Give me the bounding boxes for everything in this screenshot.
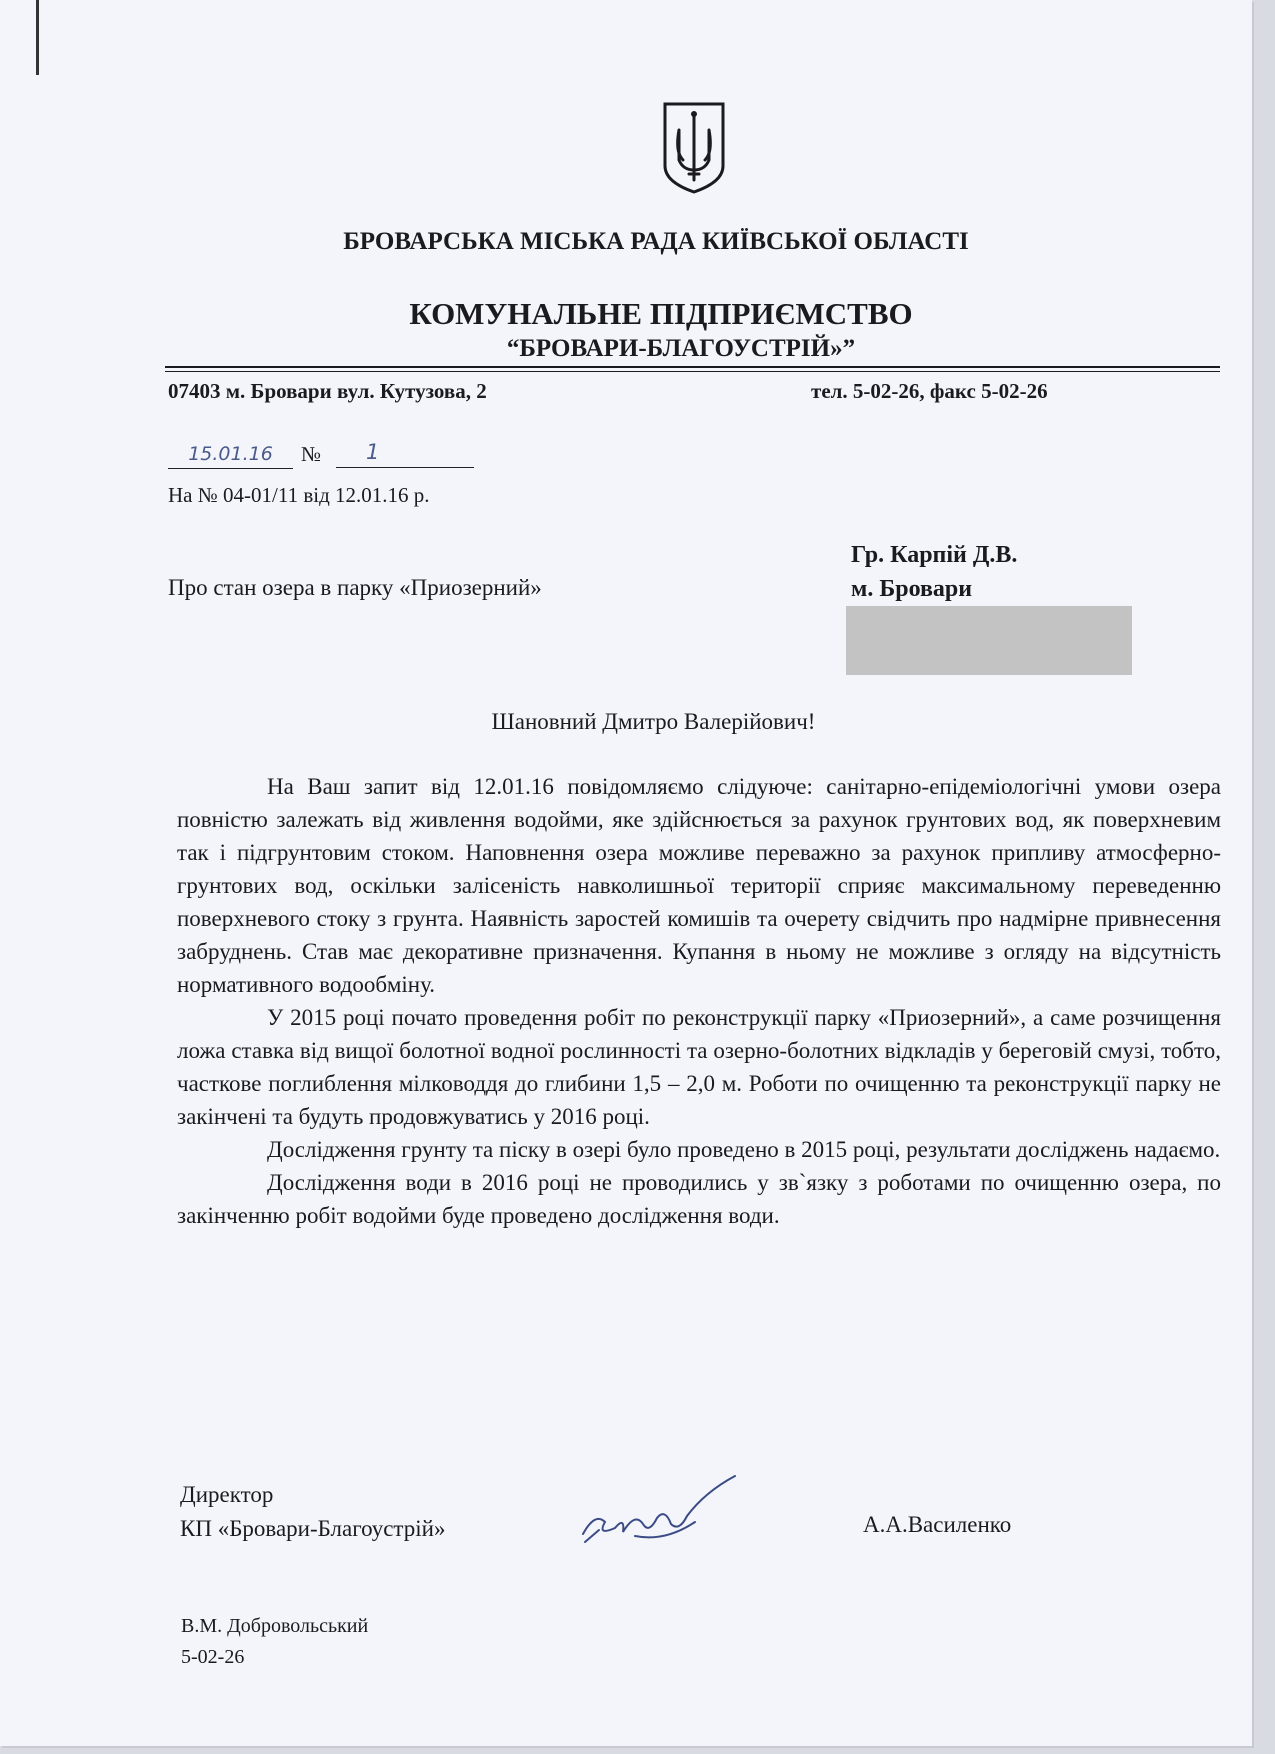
company-phone-fax: тел. 5-02-26, факс 5-02-26 — [811, 379, 1048, 403]
recipient-block — [851, 538, 1017, 606]
signatory-organization: КП «Бровари-Благоустрій» — [180, 1516, 446, 1541]
body-paragraph: Дослідження води в 2016 році не проводились у зв`язку з роботами по очищенню озера, по закінченню робіт водойми буде проведено дослідження води. — [177, 1170, 1221, 1228]
salutation: Шановний Дмитро Валерійович! — [491, 709, 816, 734]
registration-line — [168, 440, 488, 470]
signatory-name: А.А.Василенко — [863, 1512, 1012, 1537]
executor-block — [181, 1611, 368, 1673]
body-paragraph: У 2015 році почато проведення робіт по реконструкції парку «Приозерний», а саме розчищення ложа ставка від вищої болотної водної рослинності та озерно-болотних відкладів у береговій смузі, тобто, часткове поглиблення мілководдя до глибини 1,5 – 2,0 м. Роботи по очищенню та реконструкції парку не закінчені та будуть продовжуватись у 2016 році. — [177, 1005, 1221, 1129]
executor-name: В.М. Добровольський — [181, 1615, 369, 1637]
council-heading: БРОВАРСЬКА МІСЬКА РАДА КИЇВСЬКОЇ ОБЛАСТІ — [343, 228, 969, 255]
company-name-heading: “БРОВАРИ-БЛАГОУСТРІЙ»” — [506, 335, 856, 362]
header-rule — [165, 366, 1220, 368]
registration-date: 15.01.16 — [168, 440, 293, 469]
signatory-title — [180, 1478, 445, 1546]
reply-reference: На № 04-01/11 від 12.01.16 р. — [168, 483, 430, 507]
letter-subject: Про стан озера в парку «Приозерний» — [168, 575, 542, 600]
handwritten-signature — [575, 1472, 775, 1552]
company-address: 07403 м. Бровари вул. Кутузова, 2 — [168, 379, 487, 403]
redacted-address — [846, 606, 1132, 675]
scan-edge-mark — [36, 0, 39, 75]
executor-phone: 5-02-26 — [181, 1646, 245, 1668]
body-paragraph: На Ваш запит від 12.01.16 повідомляємо слідуюче: санітарно-епідеміологічні умови озера повністю залежать від живлення водойми, яке здійснюється за рахунок грунтових вод, як поверхневим так і підгрунтовим стоком. Наповнення озера можливе переважно за рахунок припливу атмосферно-грунтових вод, оскільки залісеність навколишньої території сприяє максимальному переведенню поверхневого стоку з грунта. Наявність заростей комишів та очерету свідчить про надмірне привнесення забруднень. Став має декоративне призначення. Купання в ньому не можливе з огляду на відсутність нормативного водообміну. — [177, 774, 1221, 997]
registration-number: 1 — [336, 440, 474, 468]
coat-of-arms-icon — [661, 100, 727, 196]
header-rule-thin — [165, 371, 1220, 372]
recipient-city: м. Бровари — [851, 576, 973, 602]
registration-number-label: № — [301, 442, 322, 466]
recipient-name: Гр. Карпій Д.В. — [851, 542, 1018, 568]
signatory-position: Директор — [180, 1482, 274, 1507]
body-paragraph: Дослідження грунту та піску в озері було проведено в 2015 році, результати досліджень надаємо. — [267, 1137, 1221, 1162]
company-type-heading: КОМУНАЛЬНЕ ПІДПРИЄМСТВО — [409, 296, 913, 331]
letter-body — [177, 770, 1221, 1232]
